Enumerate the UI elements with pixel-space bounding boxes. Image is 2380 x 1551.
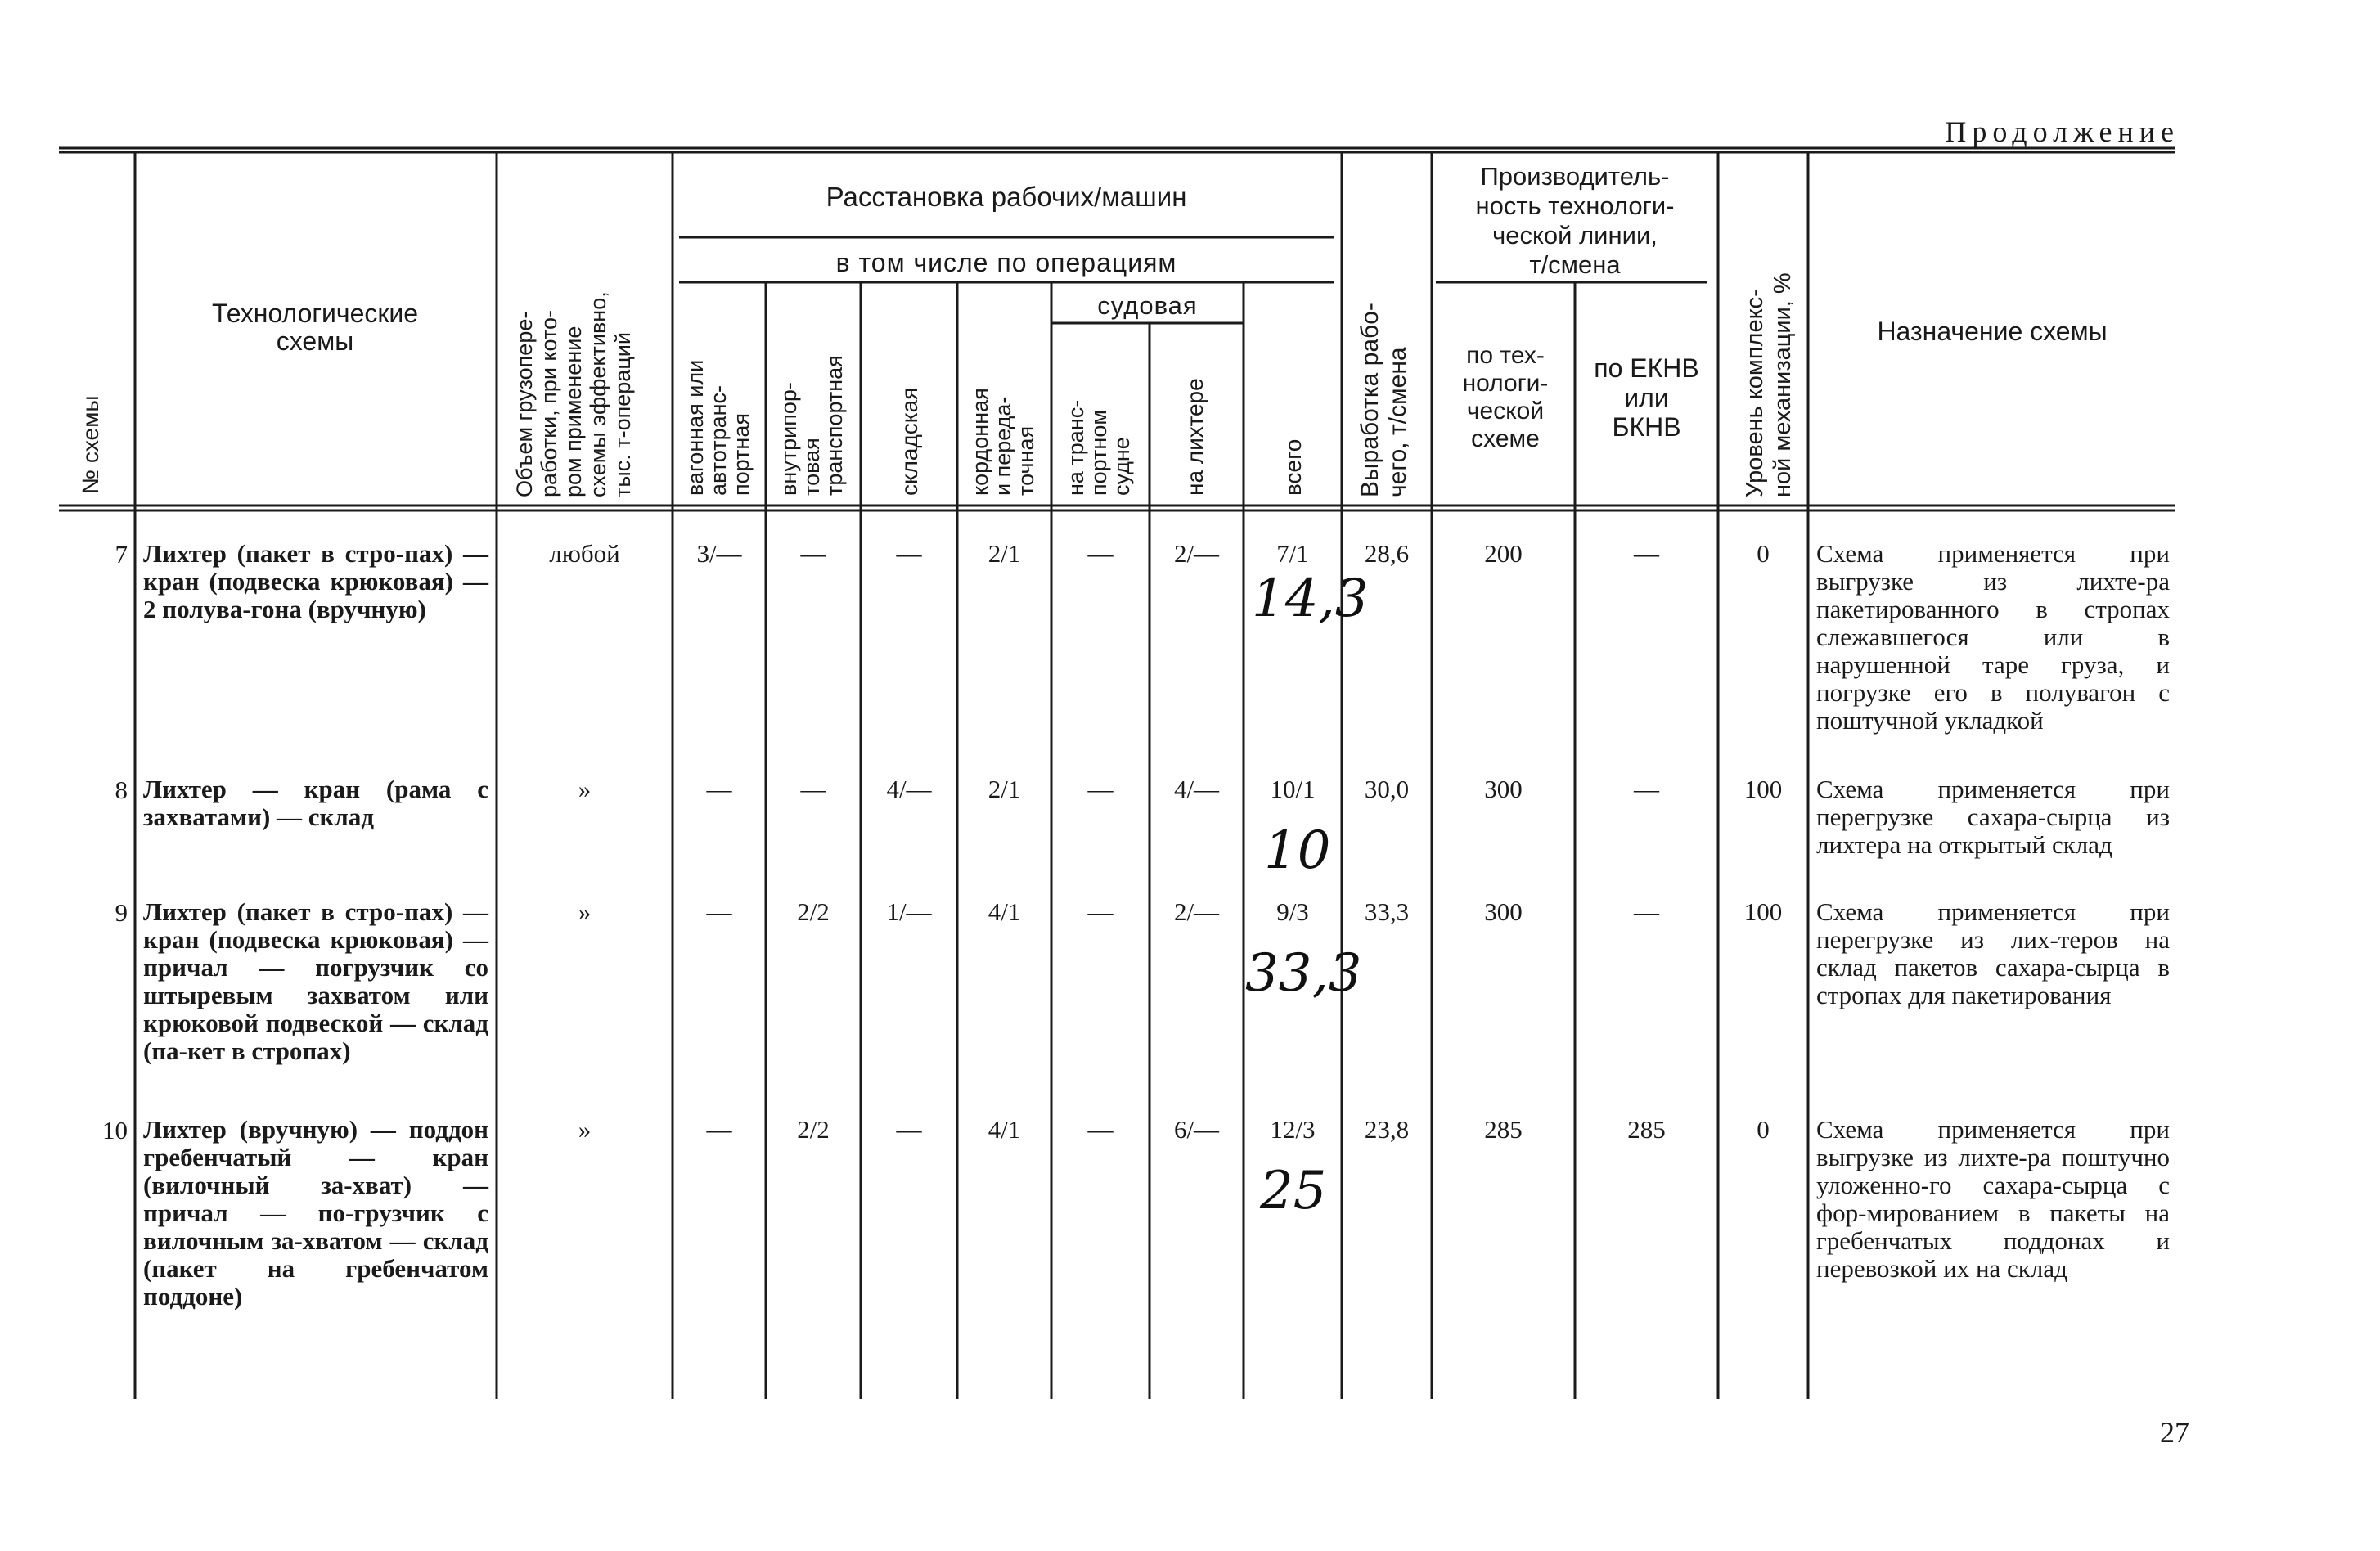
header-output: Выработка рабо- чего, т/смена [1356, 303, 1411, 497]
cell-internal: 2/2 [797, 1115, 830, 1144]
cell-mechanization: 0 [1757, 1115, 1770, 1144]
scheme-description: (пакет в стро-пах) — кран (подвеска крюковая) — 2 полува-гона (вручную) [143, 539, 489, 623]
cell-total: 12/3 [1270, 1115, 1316, 1144]
header-by-tech-scheme: по тех- нологи- ческой схеме [1462, 342, 1549, 452]
cell-on-lighter: 4/— [1173, 775, 1220, 803]
purpose-text: Схема применяется при перегрузке из лих-теров на склад пакетов сахара-сырца в стропах для пакетирования [1816, 897, 2170, 1009]
purpose-text: Схема применяется при выгрузке из лихте-ра пакетированного в стропах слежавшегося или в нарушенной таре груза, и погрузке его в полувагон с поштучной укладкой [1816, 539, 2170, 735]
continuation-label: Продолжение [1945, 115, 2180, 148]
cell-warehouse: 1/— [886, 897, 932, 926]
cell-by-tech-scheme: 300 [1484, 897, 1523, 926]
cell-by-tech-scheme: 200 [1484, 539, 1523, 568]
cell-warehouse: 4/— [886, 775, 932, 803]
cell-volume: » [578, 897, 592, 926]
cell-wagon: 3/— [696, 539, 742, 568]
cell-on-transport-ship: — [1087, 1115, 1114, 1144]
scheme-text [143, 898, 488, 1065]
cell-by-eknv: — [1634, 775, 1659, 803]
cell-cordon: 4/1 [988, 1115, 1021, 1144]
cell-warehouse: — [896, 1115, 922, 1144]
cell-total: 7/1 [1276, 539, 1309, 568]
cell-mechanization: 0 [1757, 539, 1770, 568]
header-mechanization: Уровень комплекс- ной механизации, % [1742, 272, 1796, 497]
scheme-text [143, 776, 488, 831]
header-technological-schemes: Технологические схемы [211, 299, 419, 356]
handwritten-note: 10 [1264, 820, 1331, 881]
cell-on-transport-ship: — [1087, 897, 1114, 926]
scheme-description: — кран (рама с захватами) — склад [143, 775, 488, 831]
scheme-number: 9 [115, 898, 128, 927]
scheme-description: (пакет в стро-пах) — кран (подвеска крюковая) — причал — погрузчик со штыревым захватом или крюковой подвеской — склад (па-кет в стропах) [143, 897, 489, 1065]
cell-by-eknv: — [1634, 897, 1659, 926]
cell-output: 23,8 [1364, 1115, 1410, 1144]
header-warehouse: складская [897, 387, 922, 496]
cell-on-lighter: 2/— [1173, 539, 1220, 568]
cell-mechanization: 100 [1743, 775, 1783, 803]
cell-internal: — [800, 539, 826, 568]
header-on-transport-ship: на транс- портном судне [1064, 399, 1134, 496]
header-ship-group: судовая [1097, 291, 1198, 320]
cell-total: 10/1 [1270, 775, 1316, 803]
cell-by-tech-scheme: 285 [1484, 1115, 1523, 1144]
scheme-number: 7 [115, 540, 128, 569]
header-productivity-group: Производитель- ность технологи- ческой линии, т/смена [1475, 162, 1675, 279]
header-on-lighter: на лихтере [1182, 378, 1208, 496]
scheme-number: 8 [115, 776, 128, 804]
cell-internal: — [800, 775, 826, 803]
cell-on-lighter: 6/— [1173, 1115, 1220, 1144]
header-scheme-number: № схемы [78, 395, 103, 494]
page-number: 27 [2160, 1416, 2189, 1449]
header-purpose: Назначение схемы [1877, 317, 2108, 346]
scheme-lighter-word: Лихтер [143, 897, 227, 926]
scheme-lighter-word: Лихтер [143, 539, 227, 568]
header-wagon: вагонная или автотранс- портная [683, 359, 754, 496]
cell-volume: » [578, 775, 592, 803]
header-operations-group: в том числе по операциям [835, 248, 1177, 277]
cell-on-transport-ship: — [1087, 539, 1114, 568]
cell-mechanization: 100 [1743, 897, 1783, 926]
cell-wagon: — [706, 775, 732, 803]
cell-warehouse: — [896, 539, 922, 568]
cell-cordon: 2/1 [988, 775, 1021, 803]
scheme-number: 10 [102, 1116, 128, 1144]
scheme-text [143, 1116, 488, 1310]
cell-by-eknv: — [1634, 539, 1659, 568]
handwritten-note: 33,3 [1245, 943, 1362, 1004]
header-cordon: кордонная и переда- точная [968, 388, 1038, 496]
cell-volume: » [578, 1115, 592, 1144]
header-placement-group: Расстановка рабочих/машин [826, 182, 1187, 212]
handwritten-note: 14,3 [1252, 569, 1369, 629]
cell-by-tech-scheme: 300 [1484, 775, 1523, 803]
handwritten-note: 25 [1260, 1161, 1327, 1221]
purpose-text: Схема применяется при выгрузке из лихте-ра поштучно уложенно-го сахара-сырца с фор-мированием в пакеты на гребенчатых поддонах и перевозкой их на склад [1816, 1115, 2170, 1283]
cell-on-transport-ship: — [1087, 775, 1114, 803]
cell-output: 33,3 [1364, 897, 1410, 926]
cell-wagon: — [706, 1115, 732, 1144]
cell-by-eknv: 285 [1627, 1115, 1666, 1144]
cell-wagon: — [706, 897, 732, 926]
scheme-lighter-word: Лихтер [143, 775, 227, 803]
cell-output: 28,6 [1364, 539, 1410, 568]
scheme-description: (вручную) — поддон гребенчатый — кран (вилочный за-хват) — причал — по-грузчик с вилочным за-хватом — склад (пакет на гребенчатом поддоне) [143, 1115, 488, 1310]
header-internal: внутрипор- товая транспортная [776, 355, 847, 496]
cell-on-lighter: 2/— [1173, 897, 1220, 926]
header-by-eknv: по ЕКНВ или БКНВ [1594, 353, 1699, 442]
scheme-text [143, 540, 488, 623]
cell-cordon: 2/1 [988, 539, 1021, 568]
header-volume: Объем грузопере- работки, при кото- ром применение схемы эффективно, тыс. т-операций [512, 291, 635, 497]
cell-total: 9/3 [1276, 897, 1309, 926]
scheme-lighter-word: Лихтер [143, 1115, 227, 1144]
cell-output: 30,0 [1364, 775, 1410, 803]
header-total: всего [1280, 438, 1306, 496]
cell-volume: любой [549, 539, 620, 568]
cell-cordon: 4/1 [988, 897, 1021, 926]
purpose-text: Схема применяется при перегрузке сахара-сырца из лихтера на открытый склад [1816, 775, 2170, 859]
cell-internal: 2/2 [797, 897, 830, 926]
